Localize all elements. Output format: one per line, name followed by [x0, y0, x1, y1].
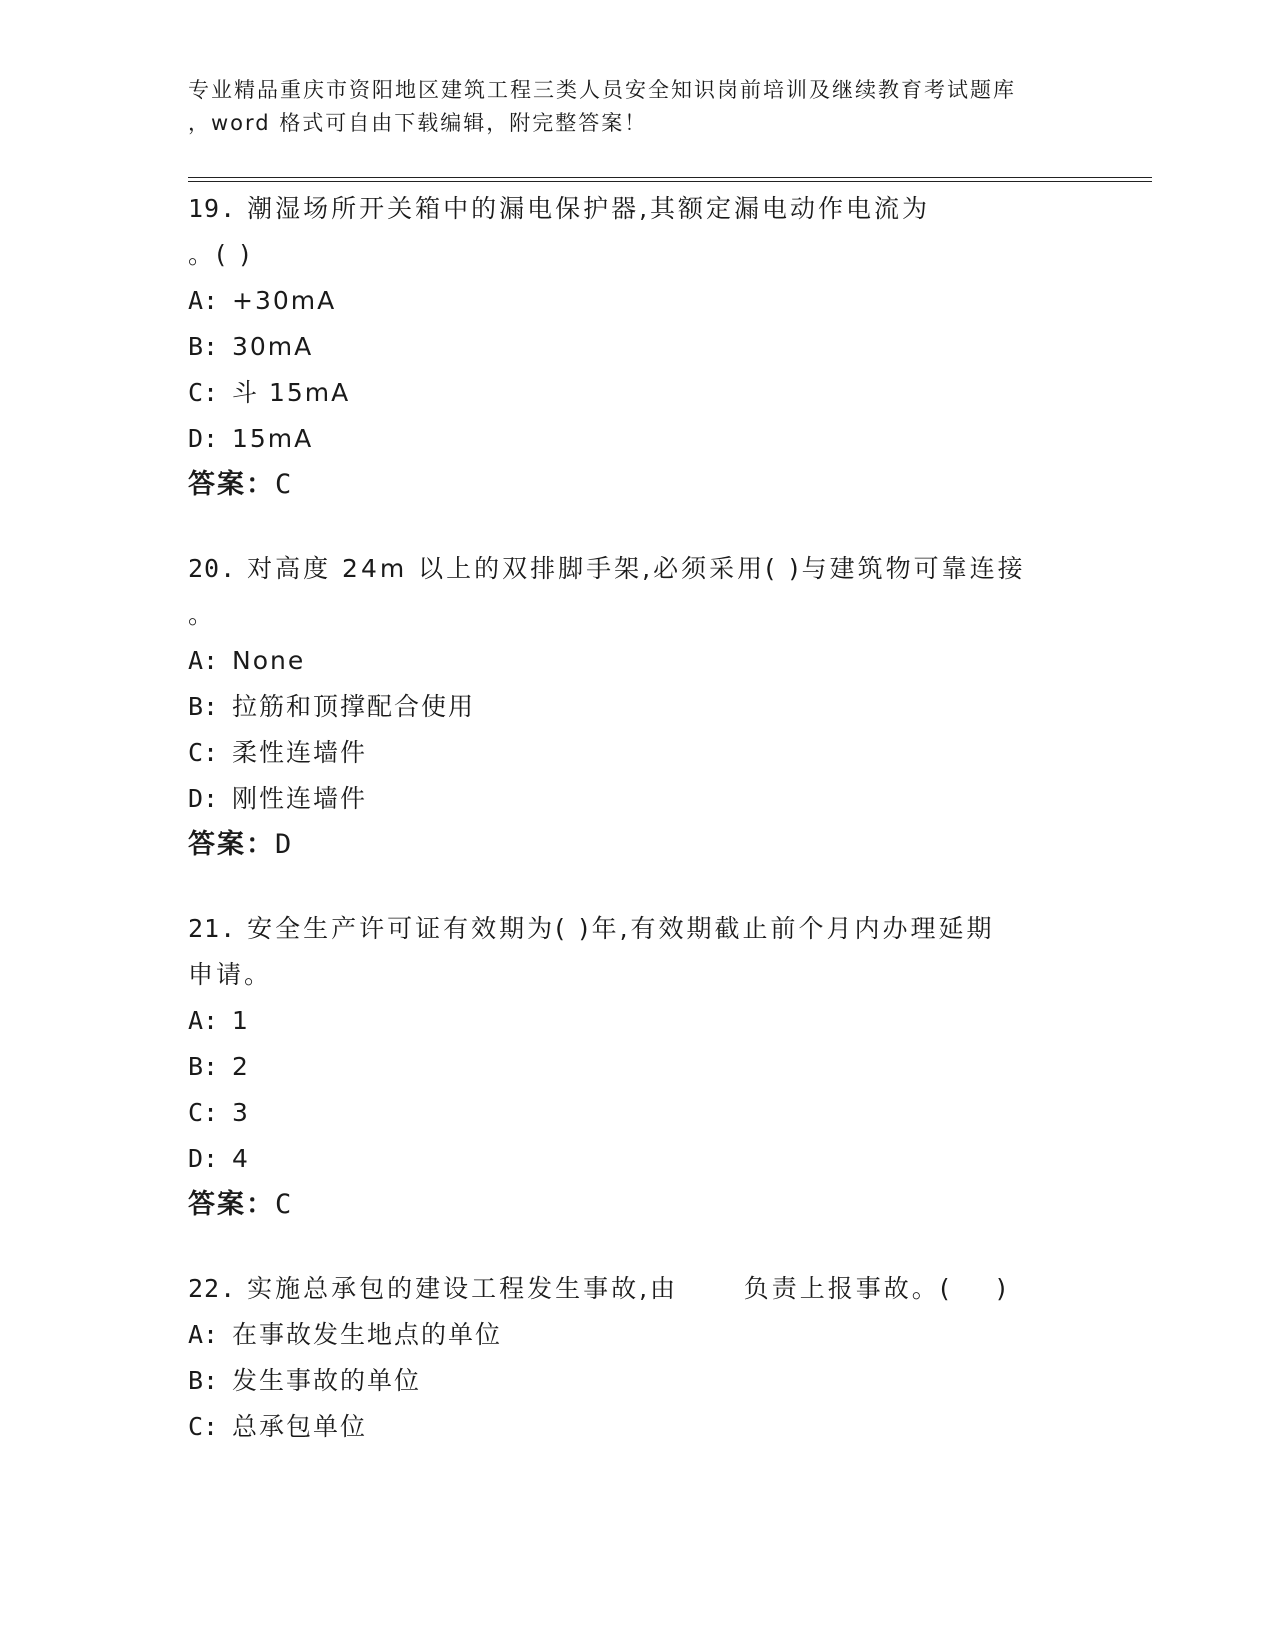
option-key: A: [188, 1006, 219, 1035]
option-b [188, 324, 1088, 370]
option-key: A: [188, 1320, 219, 1349]
option-key: D: [188, 1144, 219, 1173]
option-key: C: [188, 1412, 219, 1441]
option-c [188, 370, 1088, 416]
option-key: A: [188, 646, 219, 675]
question-number: 21. [188, 914, 237, 943]
question-stem [188, 1266, 1088, 1312]
option-c [188, 1404, 1088, 1450]
option-key: B: [188, 1052, 219, 1081]
option-key: B: [188, 1366, 219, 1395]
option-d [188, 416, 1088, 462]
option-key: B: [188, 332, 219, 361]
option-key: B: [188, 692, 219, 721]
answer-value: C [275, 469, 294, 500]
option-text: 30mA [232, 332, 314, 361]
option-text: 4 [232, 1144, 250, 1173]
question-text-continued: 申请。 [188, 960, 273, 989]
document-header [188, 74, 1088, 140]
question-number: 20. [188, 554, 237, 583]
option-key: D: [188, 784, 219, 813]
question-text: 实施总承包的建设工程发生事故,由 负责上报事故。( ) [247, 1274, 1010, 1303]
answer-label: 答案： [188, 829, 275, 860]
option-b [188, 1044, 1088, 1090]
option-text: 总承包单位 [232, 1412, 368, 1441]
question-19 [188, 186, 1088, 508]
option-text: 拉筋和顶撑配合使用 [232, 692, 476, 721]
option-c [188, 730, 1088, 776]
option-key: C: [188, 738, 219, 767]
header-subtitle: ，word 格式可自由下载编辑，附完整答案！ [188, 111, 648, 135]
option-text: 柔性连墙件 [232, 738, 368, 767]
question-20 [188, 546, 1088, 868]
option-b [188, 1358, 1088, 1404]
answer-line [188, 822, 1088, 868]
answer-line [188, 1182, 1088, 1228]
option-text: 15mA [232, 424, 314, 453]
option-c [188, 1090, 1088, 1136]
option-key: C: [188, 378, 219, 407]
option-text: 2 [232, 1052, 250, 1081]
question-number: 22. [188, 1274, 237, 1303]
option-text: None [232, 646, 306, 675]
option-text: 在事故发生地点的单位 [232, 1320, 503, 1349]
question-text: 潮湿场所开关箱中的漏电保护器,其额定漏电动作电流为 [247, 194, 931, 223]
answer-label: 答案： [188, 1189, 275, 1220]
question-number: 19. [188, 194, 237, 223]
option-text: 3 [232, 1098, 250, 1127]
question-22 [188, 1266, 1088, 1450]
option-text: 刚性连墙件 [232, 784, 368, 813]
option-a [188, 278, 1088, 324]
question-stem [188, 546, 1088, 592]
question-text-continued: 。 [188, 600, 217, 629]
option-a [188, 998, 1088, 1044]
header-divider-bottom [188, 181, 1152, 182]
question-21 [188, 906, 1088, 1228]
option-d [188, 1136, 1088, 1182]
question-text-continued: 。( ) [188, 240, 253, 269]
option-text: 发生事故的单位 [232, 1366, 422, 1395]
question-text: 安全生产许可证有效期为( )年,有效期截止前个月内办理延期 [247, 914, 995, 943]
answer-value: D [275, 829, 294, 860]
option-text: 1 [232, 1006, 250, 1035]
answer-line [188, 462, 1088, 508]
option-a [188, 638, 1088, 684]
question-text: 对高度 24m 以上的双排脚手架,必须采用( )与建筑物可靠连接 [247, 554, 1026, 583]
answer-label: 答案： [188, 469, 275, 500]
answer-value: C [275, 1189, 294, 1220]
option-text: +30mA [232, 286, 337, 315]
question-stem [188, 186, 1088, 232]
header-title: 专业精品重庆市资阳地区建筑工程三类人员安全知识岗前培训及继续教育考试题库 [188, 78, 1016, 102]
option-a [188, 1312, 1088, 1358]
question-stem [188, 906, 1088, 952]
option-key: C: [188, 1098, 219, 1127]
option-key: D: [188, 424, 219, 453]
option-d [188, 776, 1088, 822]
option-text: 斗 15mA [232, 378, 351, 407]
option-b [188, 684, 1088, 730]
header-divider-top [188, 177, 1152, 178]
option-key: A: [188, 286, 219, 315]
